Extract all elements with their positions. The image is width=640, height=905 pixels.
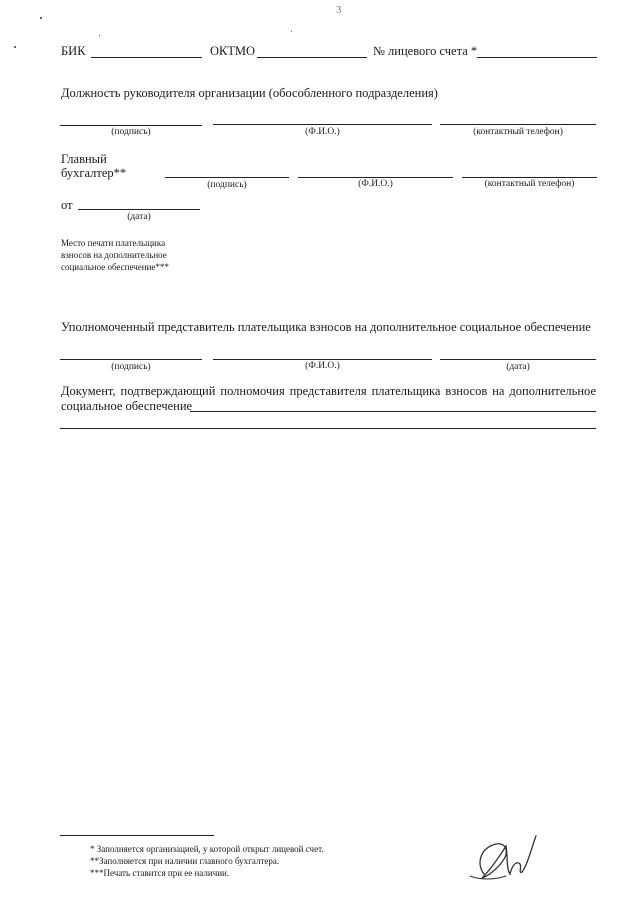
- representative-date-line[interactable]: [440, 359, 596, 360]
- accountant-label-line2: бухгалтер**: [61, 166, 127, 180]
- representative-signature-line[interactable]: [60, 359, 202, 360]
- authority-document-text-line2: социальное обеспечение: [61, 399, 193, 413]
- authority-document-field-line[interactable]: [190, 411, 596, 412]
- accountant-phone-caption: (контактный телефон): [484, 179, 575, 189]
- head-name-line[interactable]: [213, 124, 432, 125]
- representative-signature-caption: (подпись): [111, 362, 151, 372]
- date-from-label: от: [61, 198, 73, 212]
- scan-speck: [40, 17, 42, 19]
- stamp-note-line1: Место печати плательщика: [61, 238, 166, 248]
- head-phone-caption: (контактный телефон): [473, 127, 563, 137]
- account-number-label: № лицевого счета *: [373, 44, 478, 58]
- footnote-separator: [60, 835, 214, 836]
- accountant-signature-line[interactable]: [165, 177, 289, 178]
- representative-name-line[interactable]: [213, 359, 432, 360]
- representative-name-caption: (Ф.И.О.): [305, 361, 340, 371]
- accountant-phone-line[interactable]: [462, 177, 597, 178]
- representative-date-caption: (дата): [506, 362, 530, 372]
- oktmo-field-line[interactable]: [257, 57, 367, 58]
- footnote-3: ***Печать ставится при ее наличии.: [90, 868, 230, 878]
- handwritten-signature: [466, 830, 546, 890]
- date-field-line[interactable]: [78, 209, 200, 210]
- account-number-field-line[interactable]: [477, 57, 597, 58]
- footnote-1: * Заполняется организацией, у которой открыт лицевой счет.: [90, 844, 324, 854]
- head-signature-caption: (подпись): [111, 127, 151, 137]
- representative-title: Уполномоченный представитель плательщика взносов на дополнительное социальное обеспечение: [61, 320, 591, 334]
- scan-speck: [14, 46, 16, 48]
- accountant-signature-caption: (подпись): [207, 180, 247, 190]
- oktmo-label: ОКТМО: [210, 44, 255, 58]
- authority-document-field-line-2[interactable]: [60, 428, 596, 429]
- head-phone-line[interactable]: [440, 124, 596, 125]
- scan-speck: [99, 35, 100, 36]
- bik-label: БИК: [61, 44, 86, 58]
- accountant-label-line1: Главный: [61, 152, 107, 166]
- bik-field-line[interactable]: [91, 57, 202, 58]
- accountant-name-caption: (Ф.И.О.): [358, 179, 393, 189]
- date-caption: (дата): [127, 212, 151, 222]
- head-position-title: Должность руководителя организации (обособленного подразделения): [61, 86, 438, 100]
- scan-speck: [291, 31, 292, 32]
- head-signature-line[interactable]: [60, 125, 202, 126]
- authority-document-text-line1: Документ, подтверждающий полномочия представителя плательщика взносов на дополнительное: [61, 384, 596, 398]
- head-name-caption: (Ф.И.О.): [305, 127, 340, 137]
- stamp-note-line2: взносов на дополнительное: [61, 250, 167, 260]
- page-number: 3: [336, 4, 342, 16]
- footnote-2: **Заполняется при наличии главного бухгалтера.: [90, 856, 280, 866]
- accountant-name-line[interactable]: [298, 177, 453, 178]
- stamp-note-line3: социальное обеспечение***: [61, 262, 169, 272]
